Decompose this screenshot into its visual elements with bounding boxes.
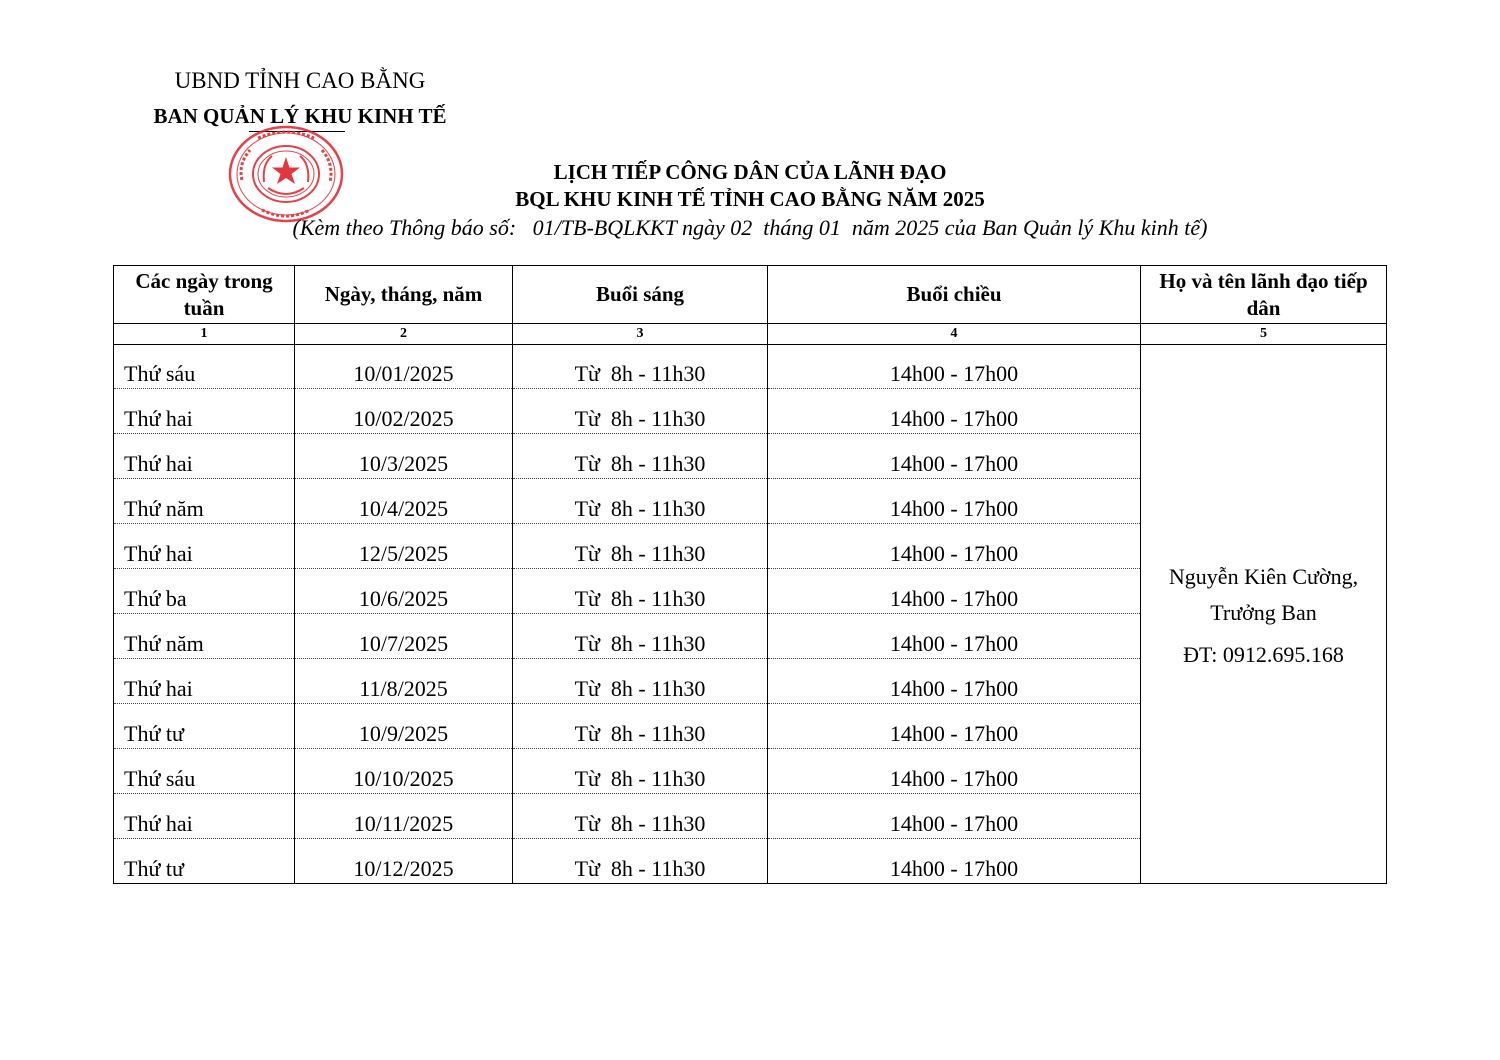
afternoon-cell: 14h00 - 17h00 [768, 434, 1141, 479]
morning-cell: Từ 8h - 11h30 [513, 749, 768, 794]
morning-cell: Từ 8h - 11h30 [513, 524, 768, 569]
column-number: 2 [295, 324, 513, 345]
afternoon-cell: 14h00 - 17h00 [768, 839, 1141, 884]
header-weekday: Các ngày trong tuần [114, 266, 295, 324]
afternoon-cell: 14h00 - 17h00 [768, 479, 1141, 524]
afternoon-cell: 14h00 - 17h00 [768, 614, 1141, 659]
column-number: 1 [114, 324, 295, 345]
afternoon-cell: 14h00 - 17h00 [768, 704, 1141, 749]
afternoon-cell: 14h00 - 17h00 [768, 749, 1141, 794]
morning-cell: Từ 8h - 11h30 [513, 345, 768, 389]
header-morning: Buổi sáng [513, 266, 768, 324]
document-title-line2: BQL KHU KINH TẾ TỈNH CAO BẰNG NĂM 2025 [515, 187, 985, 211]
date-cell: 10/6/2025 [295, 569, 513, 614]
weekday-cell: Thứ sáu [114, 749, 295, 794]
afternoon-cell: 14h00 - 17h00 [768, 659, 1141, 704]
date-cell: 12/5/2025 [295, 524, 513, 569]
weekday-cell: Thứ tư [114, 839, 295, 884]
weekday-cell: Thứ hai [114, 434, 295, 479]
weekday-cell: Thứ năm [114, 479, 295, 524]
header-date: Ngày, tháng, năm [295, 266, 513, 324]
table-column-number-row [114, 324, 1387, 345]
date-cell: 10/7/2025 [295, 614, 513, 659]
leader-name: Nguyễn Kiên Cường, [1168, 563, 1359, 589]
agency-name: BAN QUẢN LÝ KHU KINH TẾ [153, 104, 447, 128]
weekday-cell: Thứ hai [114, 389, 295, 434]
morning-cell: Từ 8h - 11h30 [513, 839, 768, 884]
table-header-row [114, 266, 1387, 324]
afternoon-cell: 14h00 - 17h00 [768, 524, 1141, 569]
date-cell: 11/8/2025 [295, 659, 513, 704]
header-afternoon: Buổi chiều [768, 266, 1141, 324]
morning-cell: Từ 8h - 11h30 [513, 794, 768, 839]
schedule-table [113, 265, 1387, 884]
column-number: 5 [1141, 324, 1387, 345]
weekday-cell: Thứ ba [114, 569, 295, 614]
leader-cell [1141, 345, 1387, 884]
leader-phone: ĐT: 0912.695.168 [1183, 641, 1344, 667]
date-cell: 10/02/2025 [295, 389, 513, 434]
weekday-cell: Thứ sáu [114, 345, 295, 389]
morning-cell: Từ 8h - 11h30 [513, 614, 768, 659]
date-cell: 10/01/2025 [295, 345, 513, 389]
date-cell: 10/4/2025 [295, 479, 513, 524]
afternoon-cell: 14h00 - 17h00 [768, 389, 1141, 434]
afternoon-cell: 14h00 - 17h00 [768, 569, 1141, 614]
date-cell: 10/9/2025 [295, 704, 513, 749]
column-number: 3 [513, 324, 768, 345]
afternoon-cell: 14h00 - 17h00 [768, 794, 1141, 839]
document-title-line1: LỊCH TIẾP CÔNG DÂN CỦA LÃNH ĐẠO [553, 160, 947, 184]
morning-cell: Từ 8h - 11h30 [513, 389, 768, 434]
weekday-cell: Thứ năm [114, 614, 295, 659]
afternoon-cell: 14h00 - 17h00 [768, 345, 1141, 389]
weekday-cell: Thứ hai [114, 524, 295, 569]
agency-parent: UBND TỈNH CAO BẰNG [174, 68, 426, 93]
morning-cell: Từ 8h - 11h30 [513, 479, 768, 524]
date-cell: 10/10/2025 [295, 749, 513, 794]
document-subtitle: (Kèm theo Thông báo số: 01/TB-BQLKKT ngày 02 tháng 01 năm 2025 của Ban Quản lý Khu kinh tế) [292, 215, 1208, 240]
morning-cell: Từ 8h - 11h30 [513, 569, 768, 614]
weekday-cell: Thứ tư [114, 704, 295, 749]
table-row [114, 345, 1387, 389]
weekday-cell: Thứ hai [114, 659, 295, 704]
leader-position: Trưởng Ban [1210, 599, 1317, 625]
morning-cell: Từ 8h - 11h30 [513, 434, 768, 479]
date-cell: 10/12/2025 [295, 839, 513, 884]
weekday-cell: Thứ hai [114, 794, 295, 839]
morning-cell: Từ 8h - 11h30 [513, 659, 768, 704]
header-leader: Họ và tên lãnh đạo tiếp dân [1141, 266, 1387, 324]
column-number: 4 [768, 324, 1141, 345]
morning-cell: Từ 8h - 11h30 [513, 704, 768, 749]
date-cell: 10/11/2025 [295, 794, 513, 839]
date-cell: 10/3/2025 [295, 434, 513, 479]
